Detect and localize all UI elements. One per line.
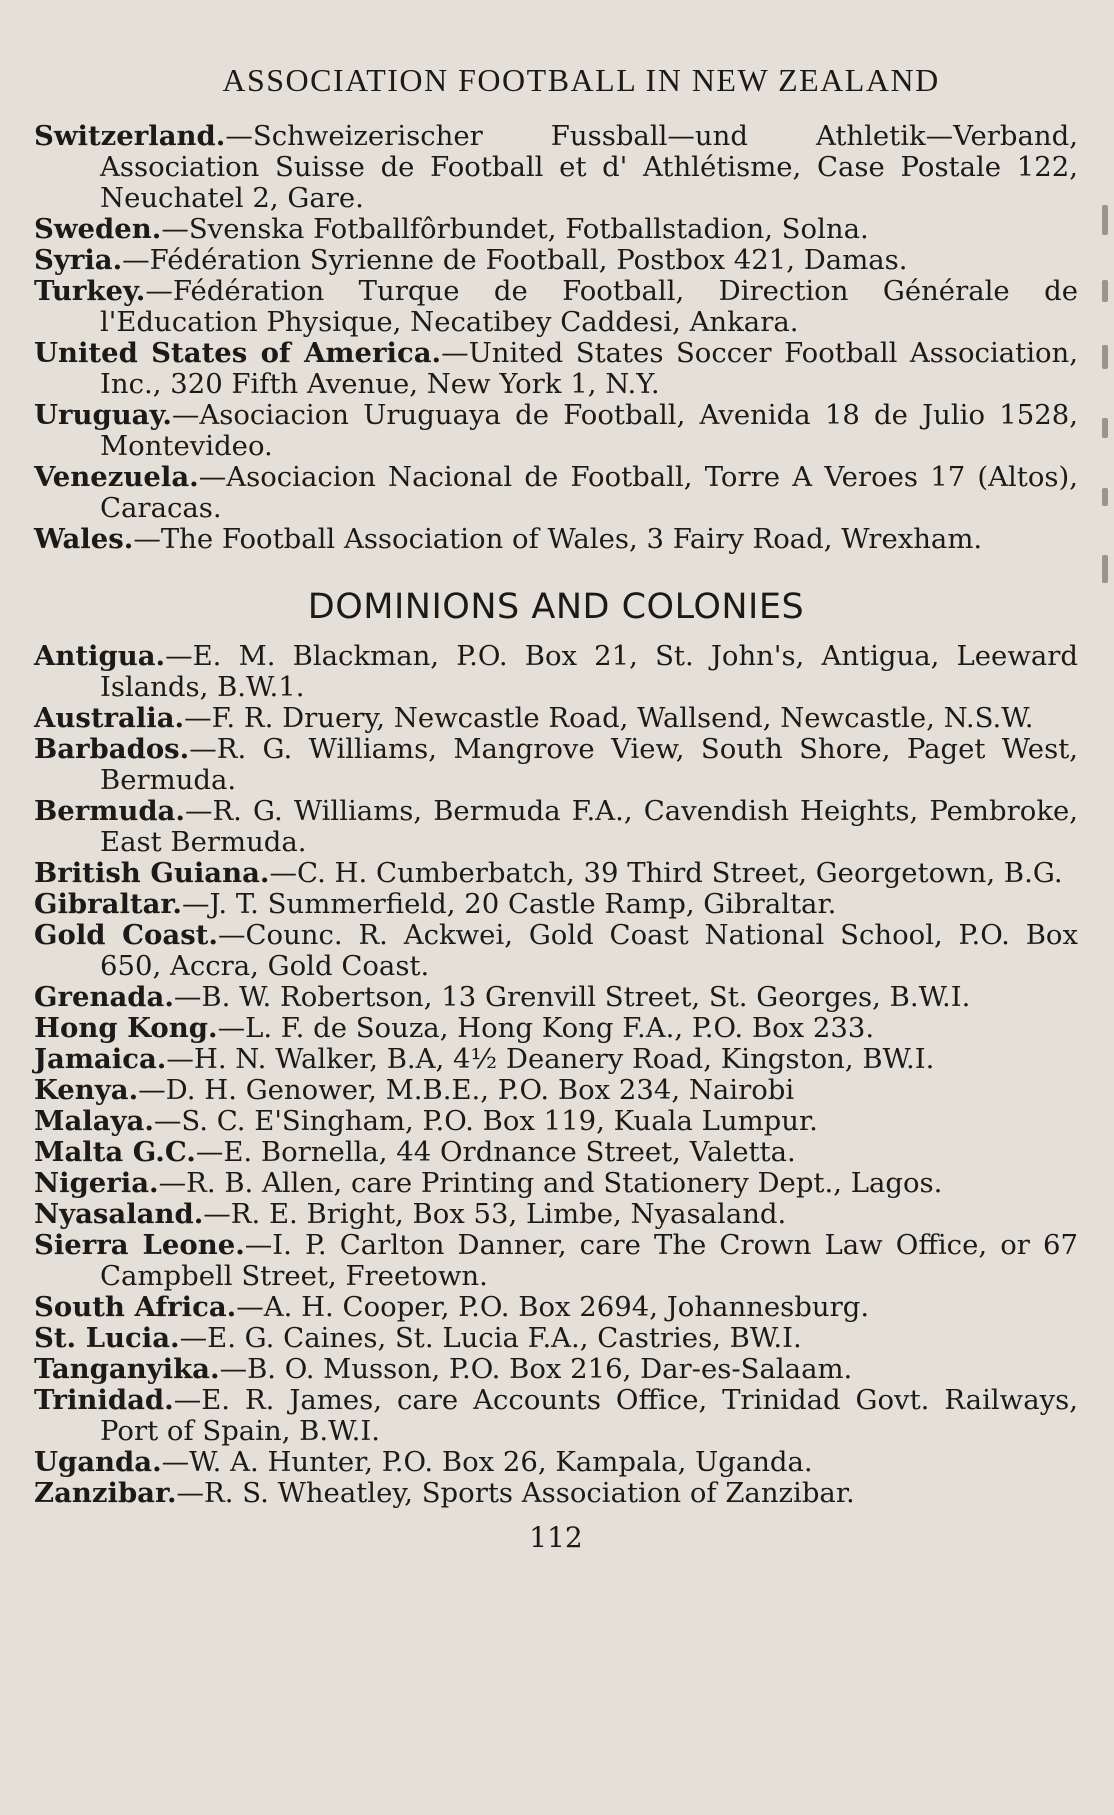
list-item [34, 1013, 1078, 1044]
running-head: ASSOCIATION FOOTBALL IN NEW ZEALAND [222, 62, 940, 98]
country-name: Nigeria. [34, 1167, 159, 1199]
country-name: Wales. [34, 523, 134, 555]
address-text: —Asociacion Uruguaya de Football, Avenida 18 de Julio 1528, Montevideo. [100, 399, 1078, 462]
list-item [34, 1199, 1078, 1230]
list-item [34, 1323, 1078, 1354]
list-item [34, 1385, 1078, 1447]
address-text: —E. R. James, care Accounts Office, Trinidad Govt. Railways, Port of Spain, B.W.I. [100, 1384, 1078, 1447]
country-name: Uruguay. [34, 399, 172, 431]
list-item [34, 1230, 1078, 1292]
page-edge-mark [1102, 488, 1108, 506]
address-text: —B. W. Robertson, 13 Grenvill Street, St. Georges, B.W.I. [173, 981, 971, 1013]
country-name: Bermuda. [34, 795, 185, 827]
list-item [34, 400, 1078, 462]
list-item [34, 1292, 1078, 1323]
country-name: Turkey. [34, 275, 146, 307]
country-name: Barbados. [34, 733, 190, 765]
address-text: —L. F. de Souza, Hong Kong F.A., P.O. Box 233. [217, 1012, 875, 1044]
address-text: —D. H. Genower, M.B.E., P.O. Box 234, Nairobi [138, 1074, 795, 1106]
address-text: —B. O. Musson, P.O. Box 216, Dar-es-Salaam. [219, 1353, 853, 1385]
country-name: Hong Kong. [34, 1012, 218, 1044]
address-text: —J. T. Summerfield, 20 Castle Ramp, Gibraltar. [181, 888, 837, 920]
address-text: —Fédération Turque de Football, Direction Générale de l'Education Physique, Necatibey Caddesi, Ankara. [100, 275, 1078, 338]
list-item [34, 982, 1078, 1013]
list-item [34, 121, 1078, 214]
list-item [34, 1447, 1078, 1478]
address-text: —Counc. R. Ackwei, Gold Coast National School, P.O. Box 650, Accra, Gold Coast. [100, 919, 1078, 982]
address-text: —S. C. E'Singham, P.O. Box 119, Kuala Lumpur. [153, 1105, 818, 1137]
country-name: Venezuela. [34, 461, 199, 493]
list-item [34, 462, 1078, 524]
address-text: —E. M. Blackman, P.O. Box 21, St. John's, Antigua, Leeward Islands, B.W.1. [100, 640, 1078, 703]
address-text: —R. G. Williams, Bermuda F.A., Cavendish Heights, Pembroke, East Bermuda. [100, 795, 1078, 858]
list-item [34, 1044, 1078, 1075]
address-text: —F. R. Druery, Newcastle Road, Wallsend, Newcastle, N.S.W. [184, 702, 1034, 734]
country-name: Gold Coast. [34, 919, 218, 951]
country-name: Sierra Leone. [34, 1229, 245, 1261]
address-text: —United States Soccer Football Association, Inc., 320 Fifth Avenue, New York 1, N.Y. [100, 337, 1079, 400]
address-text: —W. A. Hunter, P.O. Box 26, Kampala, Uganda. [161, 1446, 813, 1478]
country-name: British Guiana. [34, 857, 270, 889]
country-name: Malta G.C. [34, 1136, 196, 1168]
country-name: Sweden. [34, 213, 162, 245]
foreign-association-list [34, 121, 1078, 555]
list-item [34, 734, 1078, 796]
dominion-association-list [34, 641, 1078, 1509]
list-item [34, 1478, 1078, 1509]
country-name: Tanganyika. [34, 1353, 220, 1385]
list-item [34, 1075, 1078, 1106]
address-text: —The Football Association of Wales, 3 Fairy Road, Wrexham. [133, 523, 983, 555]
address-text: —Fédération Syrienne de Football, Postbox 421, Damas. [122, 244, 908, 276]
list-item [34, 1168, 1078, 1199]
country-name: Uganda. [34, 1446, 162, 1478]
page-edge-mark [1102, 345, 1108, 369]
country-name: Kenya. [34, 1074, 139, 1106]
list-item [34, 214, 1078, 245]
country-name: Zanzibar. [34, 1477, 177, 1509]
country-name: Antigua. [34, 640, 166, 672]
country-name: Trinidad. [34, 1384, 174, 1416]
section-heading: DOMINIONS AND COLONIES [307, 587, 805, 627]
country-name: Malaya. [34, 1105, 154, 1137]
page-edge-mark [1102, 418, 1108, 438]
country-name: Gibraltar. [34, 888, 182, 920]
page-edge-mark [1102, 555, 1108, 583]
list-item [34, 796, 1078, 858]
list-item [34, 920, 1078, 982]
address-text: —I. P. Carlton Danner, care The Crown Law Office, or 67 Campbell Street, Freetown. [100, 1229, 1078, 1292]
list-item [34, 1137, 1078, 1168]
address-text: —E. G. Caines, St. Lucia F.A., Castries, BW.I. [179, 1322, 802, 1354]
list-item [34, 858, 1078, 889]
page-edge-mark [1102, 280, 1108, 302]
address-text: —H. N. Walker, B.A, 4½ Deanery Road, Kingston, BW.I. [166, 1043, 935, 1075]
list-item [34, 1106, 1078, 1137]
address-text: —R. S. Wheatley, Sports Association of Zanzibar. [176, 1477, 855, 1509]
list-item [34, 245, 1078, 276]
address-text: —Asociacion Nacional de Football, Torre A Veroes 17 (Altos), Caracas. [100, 461, 1078, 524]
address-text: —R. E. Bright, Box 53, Limbe, Nyasaland. [203, 1198, 787, 1230]
address-text: —Svenska Fotballfôrbundet, Fotballstadion, Solna. [161, 213, 869, 245]
list-item [34, 338, 1078, 400]
list-item [34, 703, 1078, 734]
list-item [34, 524, 1078, 555]
country-name: Jamaica. [34, 1043, 167, 1075]
country-name: Syria. [34, 244, 123, 276]
address-text: —R. B. Allen, care Printing and Stationery Dept., Lagos. [158, 1167, 943, 1199]
address-text: —A. H. Cooper, P.O. Box 2694, Johannesburg. [236, 1291, 870, 1323]
address-text: —E. Bornella, 44 Ordnance Street, Valetta. [195, 1136, 796, 1168]
list-item [34, 889, 1078, 920]
address-text: —Schweizerischer Fussball—und Athletik—Verband, Association Suisse de Football et d' Athlétisme, Case Postale 122, Neuchatel 2, Gare. [100, 120, 1078, 214]
country-name: Switzerland. [34, 120, 226, 152]
country-name: Nyasaland. [34, 1198, 204, 1230]
country-name: South Africa. [34, 1291, 237, 1323]
list-item [34, 1354, 1078, 1385]
address-text: —C. H. Cumberbatch, 39 Third Street, Georgetown, B.G. [269, 857, 1063, 889]
country-name: Australia. [34, 702, 185, 734]
country-name: St. Lucia. [34, 1322, 180, 1354]
list-item [34, 641, 1078, 703]
page-number: 112 [529, 1521, 583, 1554]
page-edge-mark [1102, 205, 1108, 235]
address-text: —R. G. Williams, Mangrove View, South Shore, Paget West, Bermuda. [100, 733, 1078, 796]
country-name: United States of America. [34, 337, 442, 369]
list-item [34, 276, 1078, 338]
country-name: Grenada. [34, 981, 174, 1013]
